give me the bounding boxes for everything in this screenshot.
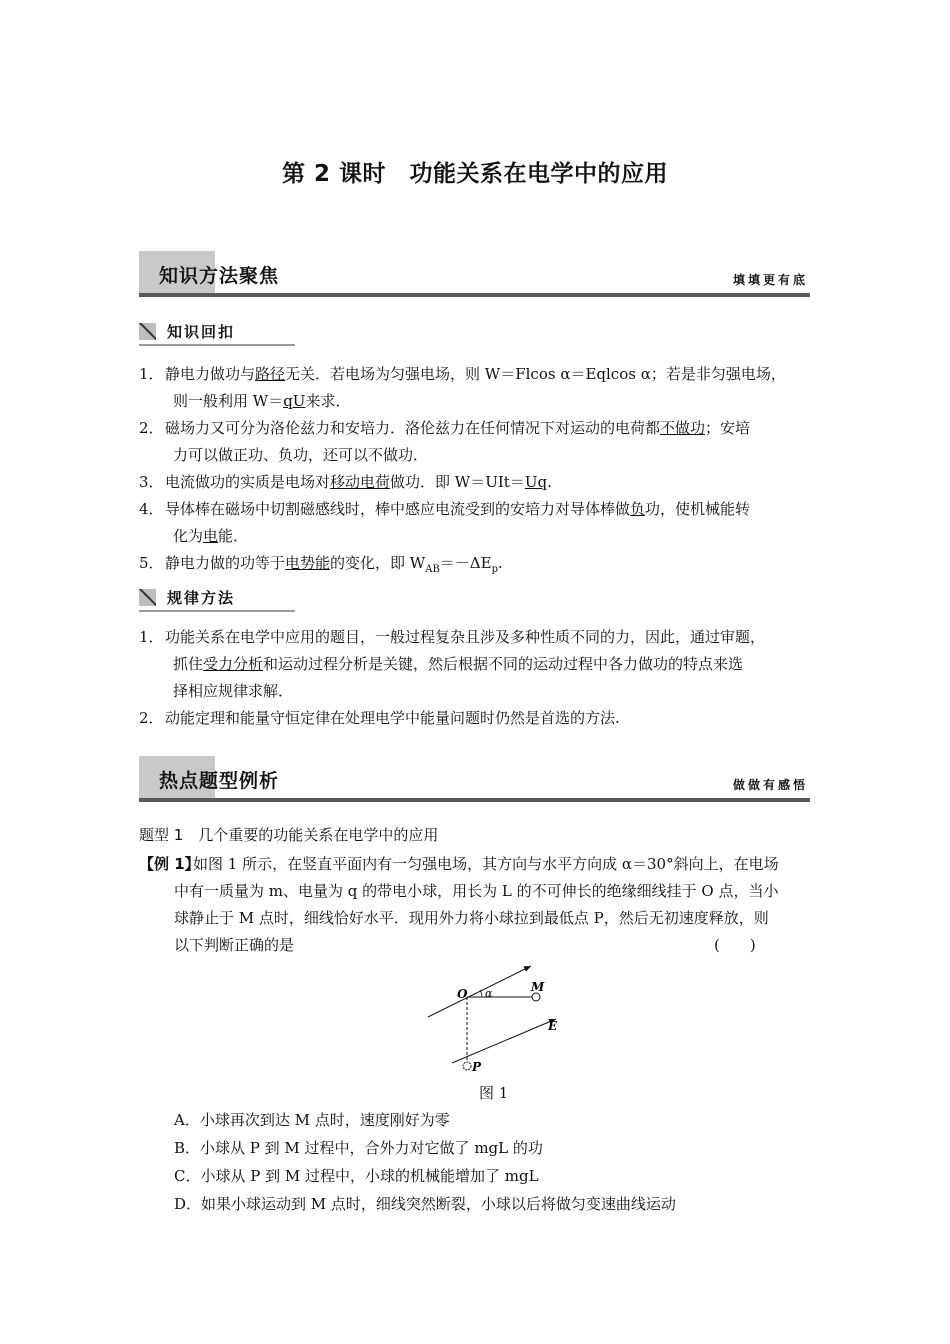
subheading-rule — [139, 344, 295, 346]
section-header-examples — [139, 756, 810, 802]
figure-1 — [420, 960, 570, 1080]
subheading-review — [139, 320, 295, 346]
ball-m — [532, 993, 540, 1001]
section-rule — [139, 293, 810, 297]
knowledge-item-2: 2．磁场力又可分为洛伦兹力和安培力．洛伦兹力在任何情况下对运动的电荷都不做功；安培 力可以做正功、负功，还可以不做功． — [139, 419, 751, 464]
section-title: 热点题型例析 — [159, 770, 280, 792]
method-item-1: 1．功能关系在电学中应用的题目，一般过程复杂且涉及多种性质不同的力，因此，通过审题， 抓住受力分析和运动过程分析是关键，然后根据不同的运动过程中各力做功的特点来选 择相应规律求解． — [139, 628, 766, 700]
topic-heading: 题型 1 几个重要的功能关系在电学中的应用 — [139, 826, 439, 844]
subheading-title: 规律方法 — [167, 589, 236, 607]
knowledge-item-4: 4．导体棒在磁场中切割磁感线时，棒中感应电流受到的安培力对导体棒做负功，使机械能转 化为电能． — [139, 500, 751, 545]
corner-mark-icon — [139, 589, 156, 606]
option-c: C．小球从 P 到 M 过程中，小球的机械能增加了 mgL — [174, 1167, 539, 1185]
field-line-upper — [428, 966, 531, 1017]
subheading-methods — [139, 586, 295, 612]
section-rule — [139, 798, 810, 802]
field-line-lower — [452, 1019, 556, 1063]
example-1: 【例 1】如图 1 所示，在竖直平面内有一匀强电场，其方向与水平方向成 α＝30°斜向上，在电场 中有一质量为 m、电量为 q 的带电小球，用长为 L 的不可伸长的绝缘细线挂于 O 点，当小 球静止于 M 点时，细线恰好水平．现用外力将小球拉到最低点 P，然后无初速度释放，则 以下判断正确的是 ( ) — [139, 851, 819, 959]
label-p: P — [472, 1060, 482, 1074]
section-title: 知识方法聚焦 — [159, 265, 280, 287]
label-alpha: α — [485, 987, 493, 1000]
section-slogan: 填填更有底 — [732, 273, 808, 287]
option-d: D．如果小球运动到 M 点时，细线突然断裂，小球以后将做匀变速曲线运动 — [174, 1195, 676, 1213]
method-item-2: 2．动能定理和能量守恒定律在处理电学中能量问题时仍然是首选的方法. — [139, 709, 620, 727]
page-title: 第 2 课时 功能关系在电学中的应用 — [281, 161, 669, 187]
ball-p — [463, 1062, 471, 1070]
label-e: E — [548, 1019, 558, 1033]
knowledge-item-1: 1．静电力做功与路径无关．若电场为匀强电场，则 W＝Flcos α＝Eqlcos α；若是非匀强电场， 则一般利用 W＝qU来求． — [139, 365, 786, 410]
label-m: M — [531, 980, 545, 994]
knowledge-item-5: 5．静电力做的功等于电势能的变化，即 $W_{AB}=-\Delta E_p$. — [139, 554, 503, 575]
option-a: A．小球再次到达 M 点时，速度刚好为零 — [174, 1111, 450, 1129]
section-header-knowledge — [139, 251, 810, 297]
knowledge-item-3: 3．电流做功的实质是电场对移动电荷做功．即 W＝UIt＝Uq. — [139, 473, 552, 491]
section-slogan: 做做有感悟 — [732, 778, 808, 792]
corner-mark-icon — [139, 323, 156, 340]
answer-blank: ( ) — [714, 936, 756, 954]
example-tag: 【例 1】 — [139, 855, 200, 873]
label-o: O — [457, 987, 468, 1001]
subheading-rule — [139, 610, 295, 612]
figure-caption: 图 1 — [479, 1084, 509, 1102]
subheading-title: 知识回扣 — [167, 323, 236, 341]
option-b: B．小球从 P 到 M 过程中，合外力对它做了 mgL 的功 — [174, 1139, 543, 1157]
